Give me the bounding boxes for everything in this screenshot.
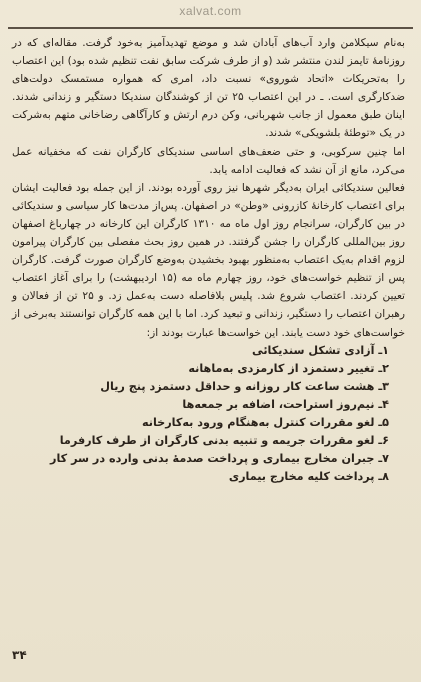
list-item: ۶ـ لغو مقررات جریمه و تنبیه بدنی کارگران از طرف کارفرما bbox=[59, 434, 389, 448]
list-item: ۲ـ تغییر دستمزد از کارمزدی به‌ماهانه bbox=[188, 361, 389, 375]
list-item: ۵ـ لغو مقررات کنترل به‌هنگام ورود به‌کارخانه bbox=[141, 415, 389, 429]
watermark: xalvat.com bbox=[179, 4, 242, 18]
top-rule bbox=[8, 27, 413, 29]
list-item: ۱ـ آزادی تشکل سندیکائی bbox=[252, 343, 389, 357]
body-text bbox=[12, 34, 405, 342]
list-item: ۳ـ هشت ساعت کار روزانه و حداقل دستمزد پنج ریال bbox=[100, 379, 389, 393]
demands-list bbox=[12, 342, 405, 487]
paragraph-1: به‌نام سیکلامن وارد آب‌های آبادان شد و موضع تهدیدآمیز به‌خود گرفت. مقاله‌ای که در روزنامهٔ تایمز لندن منتشر شد (و از طرف شرکت سابق نفت تنظیم شده بود) این اعتصاب را به‌تحریکات «اتحاد شوروی» نسبت داد، امری که همواره مستمسک دولت‌های ضدکارگری است. ـ در این اعتصاب ۲۵ تن از کوشندگان سندیکا دستگیر و زندانی شدند. اینان طبق معمول از جانب شهربانی، وکن درم ارتش و کارآگاهی رضاخانی متهم به‌شرکت در یک «توطئهٔ بلشویکی» شدند. bbox=[12, 37, 405, 140]
paragraph-2: اما چنین سرکوبی، و حتی ضعف‌های اساسی سندیکای کارگران نفت که مخفیانه عمل می‌کرد، مانع از آن نشد که فعالیت ادامه یابد. bbox=[12, 145, 405, 176]
page-number: ۳۴ bbox=[12, 648, 27, 662]
list-item: ۸ـ پرداخت کلیه مخارج بیماری bbox=[228, 470, 389, 484]
paragraph-3: فعالین سندیکائی ایران به‌دیگر شهرها نیز روی آورده بودند. از این جمله بود فعالیت ایشان برای اعتصاب کارخانهٔ کازرونی «وطن» در اصفهان. پس‌از مدت‌ها کار سیاسی و سندیکائی در بین کارگران، سرانجام روز اول ماه مه ۱۳۱۰ کارگران این کارخانه در چهارباغ اصفهان روز بین‌المللی کارگران را جشن گرفتند. در همین روز بحث مفصلی بین کارگران پیرامون لزوم اقدام به‌یک اعتصاب به‌منظور بهبود بخشیدن به‌وضع کارگران صورت گرفت. کارگران پس از تنظیم خواست‌های خود، روز چهارم ماه مه (۱۵ اردیبهشت) را برای آغاز اعتصاب تعیین کردند. اعتصاب شروع شد. پلیس بلافاصله دست به‌عمل زد. و ۲۵ تن از فعالان و رهبران اعتصاب را دستگیر، زندانی و تبعید کرد. اما با این همه کارگران توانستند به‌برخی از خواست‌های خود دست یابند. این خواست‌ها عبارت بودند از: bbox=[12, 181, 405, 339]
list-item: ۴ـ نیم‌روز استراحت، اضافه بر جمعه‌ها bbox=[182, 397, 389, 411]
list-item: ۷ـ جبران مخارج بیماری و پرداخت صدمهٔ بدنی وارده در سر کار bbox=[50, 452, 389, 466]
